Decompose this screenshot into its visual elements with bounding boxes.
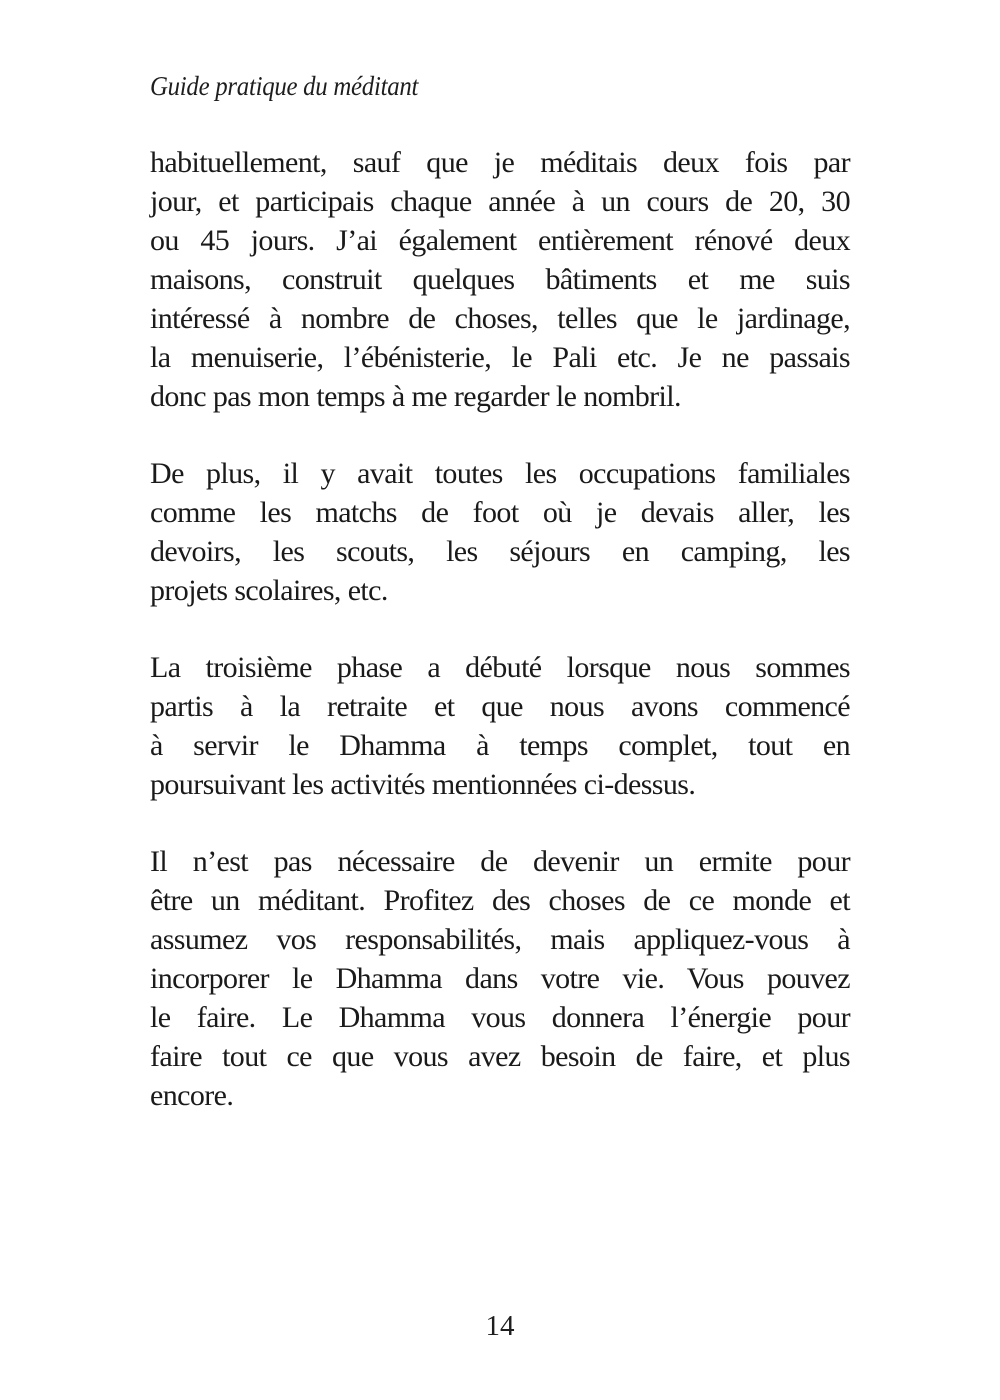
text-line: être un méditant. Profitez des choses de ce monde et — [150, 884, 850, 917]
text-line: partis à la retraite et que nous avons commencé — [150, 690, 850, 723]
running-header-title: Guide pratique du méditant — [150, 71, 419, 101]
paragraph-1 — [150, 143, 850, 416]
text-line: le faire. Le Dhamma vous donnera l’énergie pour — [150, 1001, 850, 1034]
text-line: devoirs, les scouts, les séjours en camping, les — [150, 535, 850, 568]
text-line: incorporer le Dhamma dans votre vie. Vous pouvez — [150, 962, 850, 995]
text-line: encore. — [150, 1079, 234, 1112]
text-line: maisons, construit quelques bâtiments et me suis — [150, 263, 850, 296]
text-line: intéressé à nombre de choses, telles que le jardinage, — [150, 302, 850, 335]
body-text — [150, 143, 850, 1153]
text-line: De plus, il y avait toutes les occupations familiales — [150, 457, 850, 490]
text-line: ou 45 jours. J’ai également entièrement rénové deux — [150, 224, 850, 257]
text-line: donc pas mon temps à me regarder le nombril. — [150, 380, 681, 413]
text-line: habituellement, sauf que je méditais deux fois par — [150, 146, 850, 179]
text-line: à servir le Dhamma à temps complet, tout en — [150, 729, 850, 762]
page-number: 14 — [485, 1310, 515, 1342]
text-line: La troisième phase a débuté lorsque nous sommes — [150, 651, 850, 684]
text-line: faire tout ce que vous avez besoin de faire, et plus — [150, 1040, 850, 1073]
text-line: Il n’est pas nécessaire de devenir un ermite pour — [150, 845, 850, 878]
text-line: assumez vos responsabilités, mais appliquez-vous à — [150, 923, 850, 956]
text-line: la menuiserie, l’ébénisterie, le Pali etc. Je ne passais — [150, 341, 850, 374]
paragraph-3 — [150, 648, 850, 804]
text-line: comme les matchs de foot où je devais aller, les — [150, 496, 850, 529]
paragraph-4 — [150, 842, 850, 1115]
paragraph-2 — [150, 454, 850, 610]
text-line: poursuivant les activités mentionnées ci-dessus. — [150, 768, 696, 801]
text-line: jour, et participais chaque année à un cours de 20, 30 — [150, 185, 850, 218]
text-line: projets scolaires, etc. — [150, 574, 388, 607]
